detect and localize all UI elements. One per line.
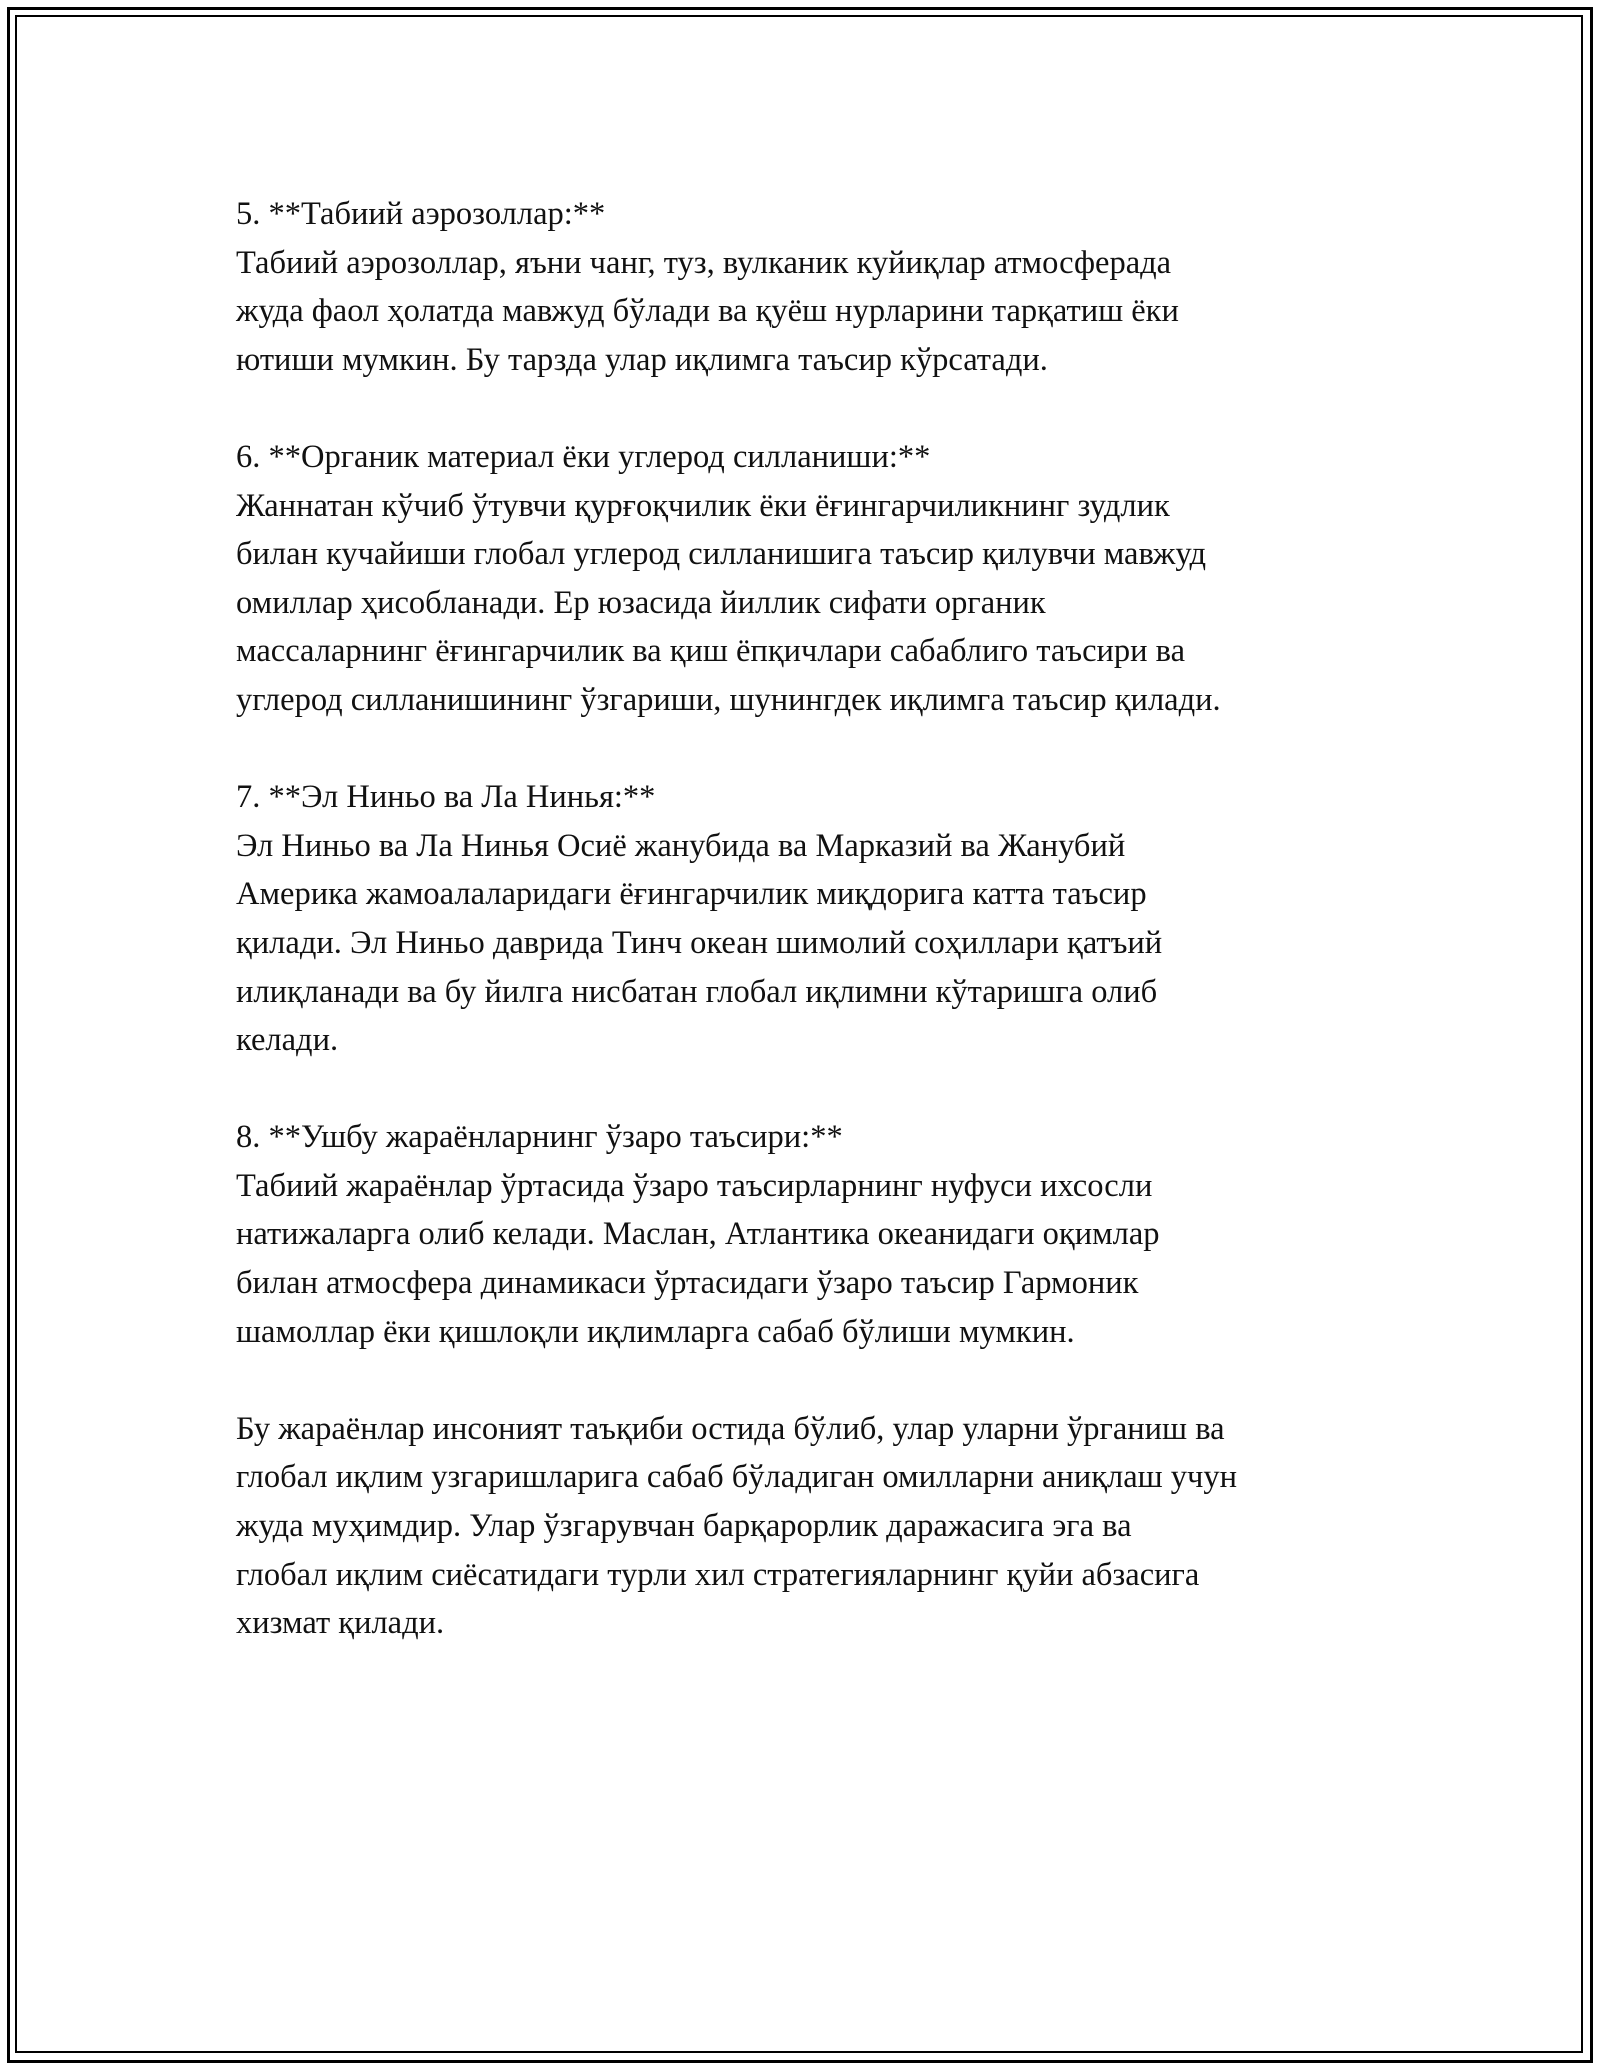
- section-paragraph: Жаннатан кўчиб ўтувчи қурғоқчилик ёки ёғингарчиликнинг зудлик билан кучайиши глобал углерод силланишига таъсир қилувчи мавжуд омиллар ҳисобланади. Ер юзасида йиллик сифати органик массаларнинг ёғингарчилик ва қиш ёпқичлари сабаблиго таъсири ва углерод силланишининг ўзгариши, шунингдек иқлимга таъсир қилади.: [236, 487, 1221, 718]
- section-heading: 5. **Табиий аэрозоллар:**: [236, 196, 606, 232]
- section-paragraph: Эл Ниньо ва Ла Нинья Осиё жанубида ва Марказий ва Жанубий Америка жамоалаларидаги ёғингарчилик миқдорига катта таъсир қилади. Эл Ниньо даврида Тинч океан шимолий соҳиллари қатъий илиқланади ва бу йилга нисбатан глобал иқлимни кўтаришга олиб келади.: [236, 827, 1163, 1059]
- section-heading: 8. **Ушбу жараёнларнинг ўзаро таъсири:**: [236, 1119, 843, 1156]
- section-6: [236, 433, 1396, 725]
- document-body: [236, 190, 1396, 1696]
- section-paragraph: Табиий аэрозоллар, яъни чанг, туз, вулканик куйиқлар атмосферада жуда фаол ҳолатда мавжуд бўлади ва қуёш нурларини тарқатиш ёки ютиши мумкин. Бу тарзда улар иқлимга таъсир кўрсатади.: [236, 244, 1179, 378]
- conclusion-paragraph: Бу жараёнлар инсоният таъқиби остида бўлиб, улар уларни ўрганиш ва глобал иқлим узгаришларига сабаб бўладиган омилларни аниқлаш учун жуда муҳимдир. Улар ўзгарувчан барқарорлик даражасига эга ва глобал иқлим сиёсатидаги турли хил стратегияларнинг қуйи абзасига хизмат қилади.: [236, 1410, 1238, 1642]
- section-heading: 7. **Эл Ниньо ва Ла Нинья:**: [236, 779, 656, 816]
- section-5: [236, 190, 1396, 384]
- conclusion: [236, 1405, 1396, 1648]
- section-heading: 6. **Органик материал ёки углерод силланиши:**: [236, 438, 931, 475]
- section-8: [236, 1113, 1396, 1356]
- section-7: [236, 773, 1396, 1065]
- section-paragraph: Табиий жараёнлар ўртасида ўзаро таъсирларнинг нуфуси ихсосли натижаларга олиб келади. Маслан, Атлантика океанидаги оқимлар билан атмосфера динамикаси ўртасидаги ўзаро таъсир Гармоник шамоллар ёки қишлоқли иқлимларга сабаб бўлиши мумкин.: [236, 1167, 1160, 1350]
